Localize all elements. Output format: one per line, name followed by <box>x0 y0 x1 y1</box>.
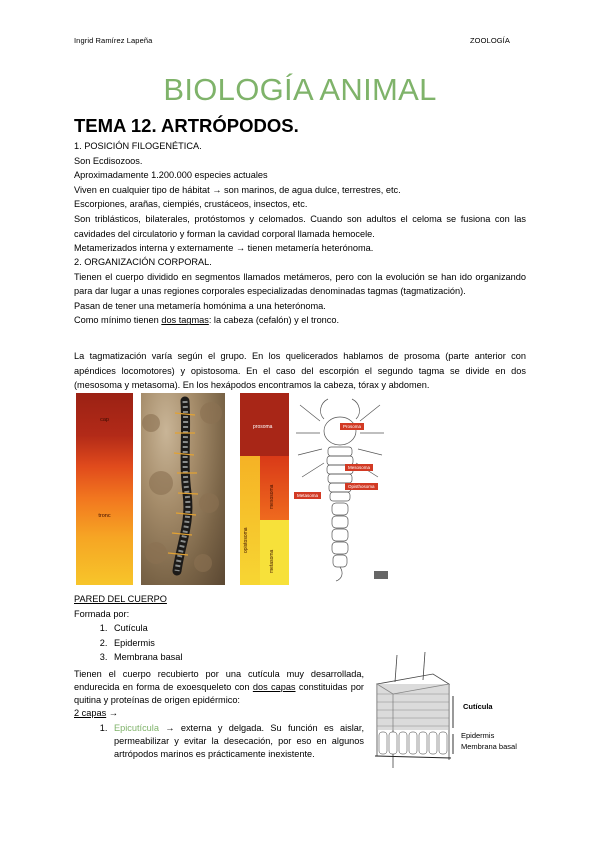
chapter-title: TEMA 12. ARTRÓPODOS. <box>74 115 299 136</box>
page-title: BIOLOGÍA ANIMAL <box>163 72 437 107</box>
text-line: Aproximadamente 1.200.000 especies actuales <box>74 170 268 181</box>
text-line: Escorpiones, arañas, ciempiés, crustáceos, insectos, etc. <box>74 199 308 210</box>
scorpion-tagma-bar <box>240 393 289 585</box>
section-heading: 1. POSICIÓN FILOGENÉTICA. <box>74 141 202 151</box>
text-line: Metamerizados interna y externamente → tienen metamería heterónoma. <box>74 243 374 254</box>
list-item: 2. Epidermis <box>110 636 374 651</box>
paragraph: Tienen el cuerpo dividido en segmentos llamados metámeros, pero con la evolución se han ido organizando para dar lugar a unas regiones corporales especializadas denominadas tagmas (tagmatización). <box>74 271 526 297</box>
paragraph-tagmatization: La tagmatización varía según el grupo. En los quelicerados hablamos de prosoma (parte anterior con apéndices locomotores) y opistosoma. En el caso del escorpión el segundo tagma se divide en dos (mesosoma y metasoma). En los hexápodos encontramos la cabeza, tórax y abdomen. <box>74 351 526 391</box>
section-cuticle <box>74 668 364 761</box>
green-term: Epicutícula <box>114 723 159 733</box>
opistosoma-block <box>240 456 260 585</box>
centipede-image <box>141 393 225 585</box>
section-phylogeny <box>74 139 526 256</box>
centipede-photo <box>141 393 225 585</box>
label-cuticula: Cutícula <box>463 702 493 711</box>
tag-prosoma: Prosoma <box>340 423 364 430</box>
tag-opisthosoma: Opisthosoma <box>345 483 378 490</box>
tagma-diagram-bar <box>76 393 133 585</box>
section-body-organization <box>74 255 526 328</box>
underlined-text: dos tagmas <box>161 315 209 326</box>
label-membrana-basal: Membrana basal <box>461 742 517 751</box>
header-subject: ZOOLOGÍA <box>470 36 510 45</box>
list-item: 1. Cutícula <box>110 621 374 636</box>
header-author: Ingrid Ramírez Lapeña <box>74 36 153 45</box>
paragraph: Pasan de tener una metamería homónima a una heterónoma. <box>74 300 326 311</box>
label-tronc: tronc <box>98 513 111 519</box>
label-opistosoma: opistosoma <box>243 527 249 553</box>
scorpion-diagram <box>290 393 390 585</box>
cuticle-drawing <box>365 650 525 775</box>
text-line: Son triblásticos, bilaterales, protóstomos y celomados. Cuando son adultos el celoma se fusiona con las cavidades del circulatorio y forman la cavidad corporal llamada hemocele. <box>74 213 526 239</box>
underlined-text: 2 capas <box>74 708 107 718</box>
subheading: Formada por: <box>74 608 130 619</box>
label-mesosoma: mesosoma <box>269 484 275 509</box>
tag-mesosoma: Mesosoma <box>345 464 373 471</box>
list-item: 3. Membrana basal <box>110 650 374 665</box>
tag-metasoma: Metasoma <box>294 492 321 499</box>
section-heading: 2. ORGANIZACIÓN CORPORAL. <box>74 257 212 267</box>
paragraph: Como mínimo tienen dos tagmas: la cabeza (cefalón) y el tronco. <box>74 315 340 326</box>
section-heading: PARED DEL CUERPO <box>74 594 167 604</box>
underlined-text: dos capas <box>252 682 296 692</box>
text-line: Viven en cualquier tipo de hábitat → son marinos, de agua dulce, terrestres, etc. <box>74 184 401 195</box>
subheading: 2 capas → <box>74 708 118 718</box>
label-epidermis: Epidermis <box>461 731 495 740</box>
section-body-wall <box>74 592 374 665</box>
label-cap: cap <box>100 417 109 423</box>
cuticle-diagram <box>365 650 525 775</box>
paragraph: Tienen el cuerpo recubierto por una cutícula muy desarrollada, endurecida en forma de exoesqueleto con dos capas constituidas por quitina y proteínas de origen epidérmico: <box>74 669 364 705</box>
text-line: Son Ecdisozoos. <box>74 155 143 166</box>
list-item: 1. Epicutícula → externa y delgada. Su función es aislar, permeabilizar y evitar la desecación, por eso en algunos artrópodos marinos es prácticamente inexistente. <box>110 722 364 761</box>
label-metasoma: metasoma <box>269 549 275 573</box>
label-prosoma: prosoma <box>253 424 273 430</box>
